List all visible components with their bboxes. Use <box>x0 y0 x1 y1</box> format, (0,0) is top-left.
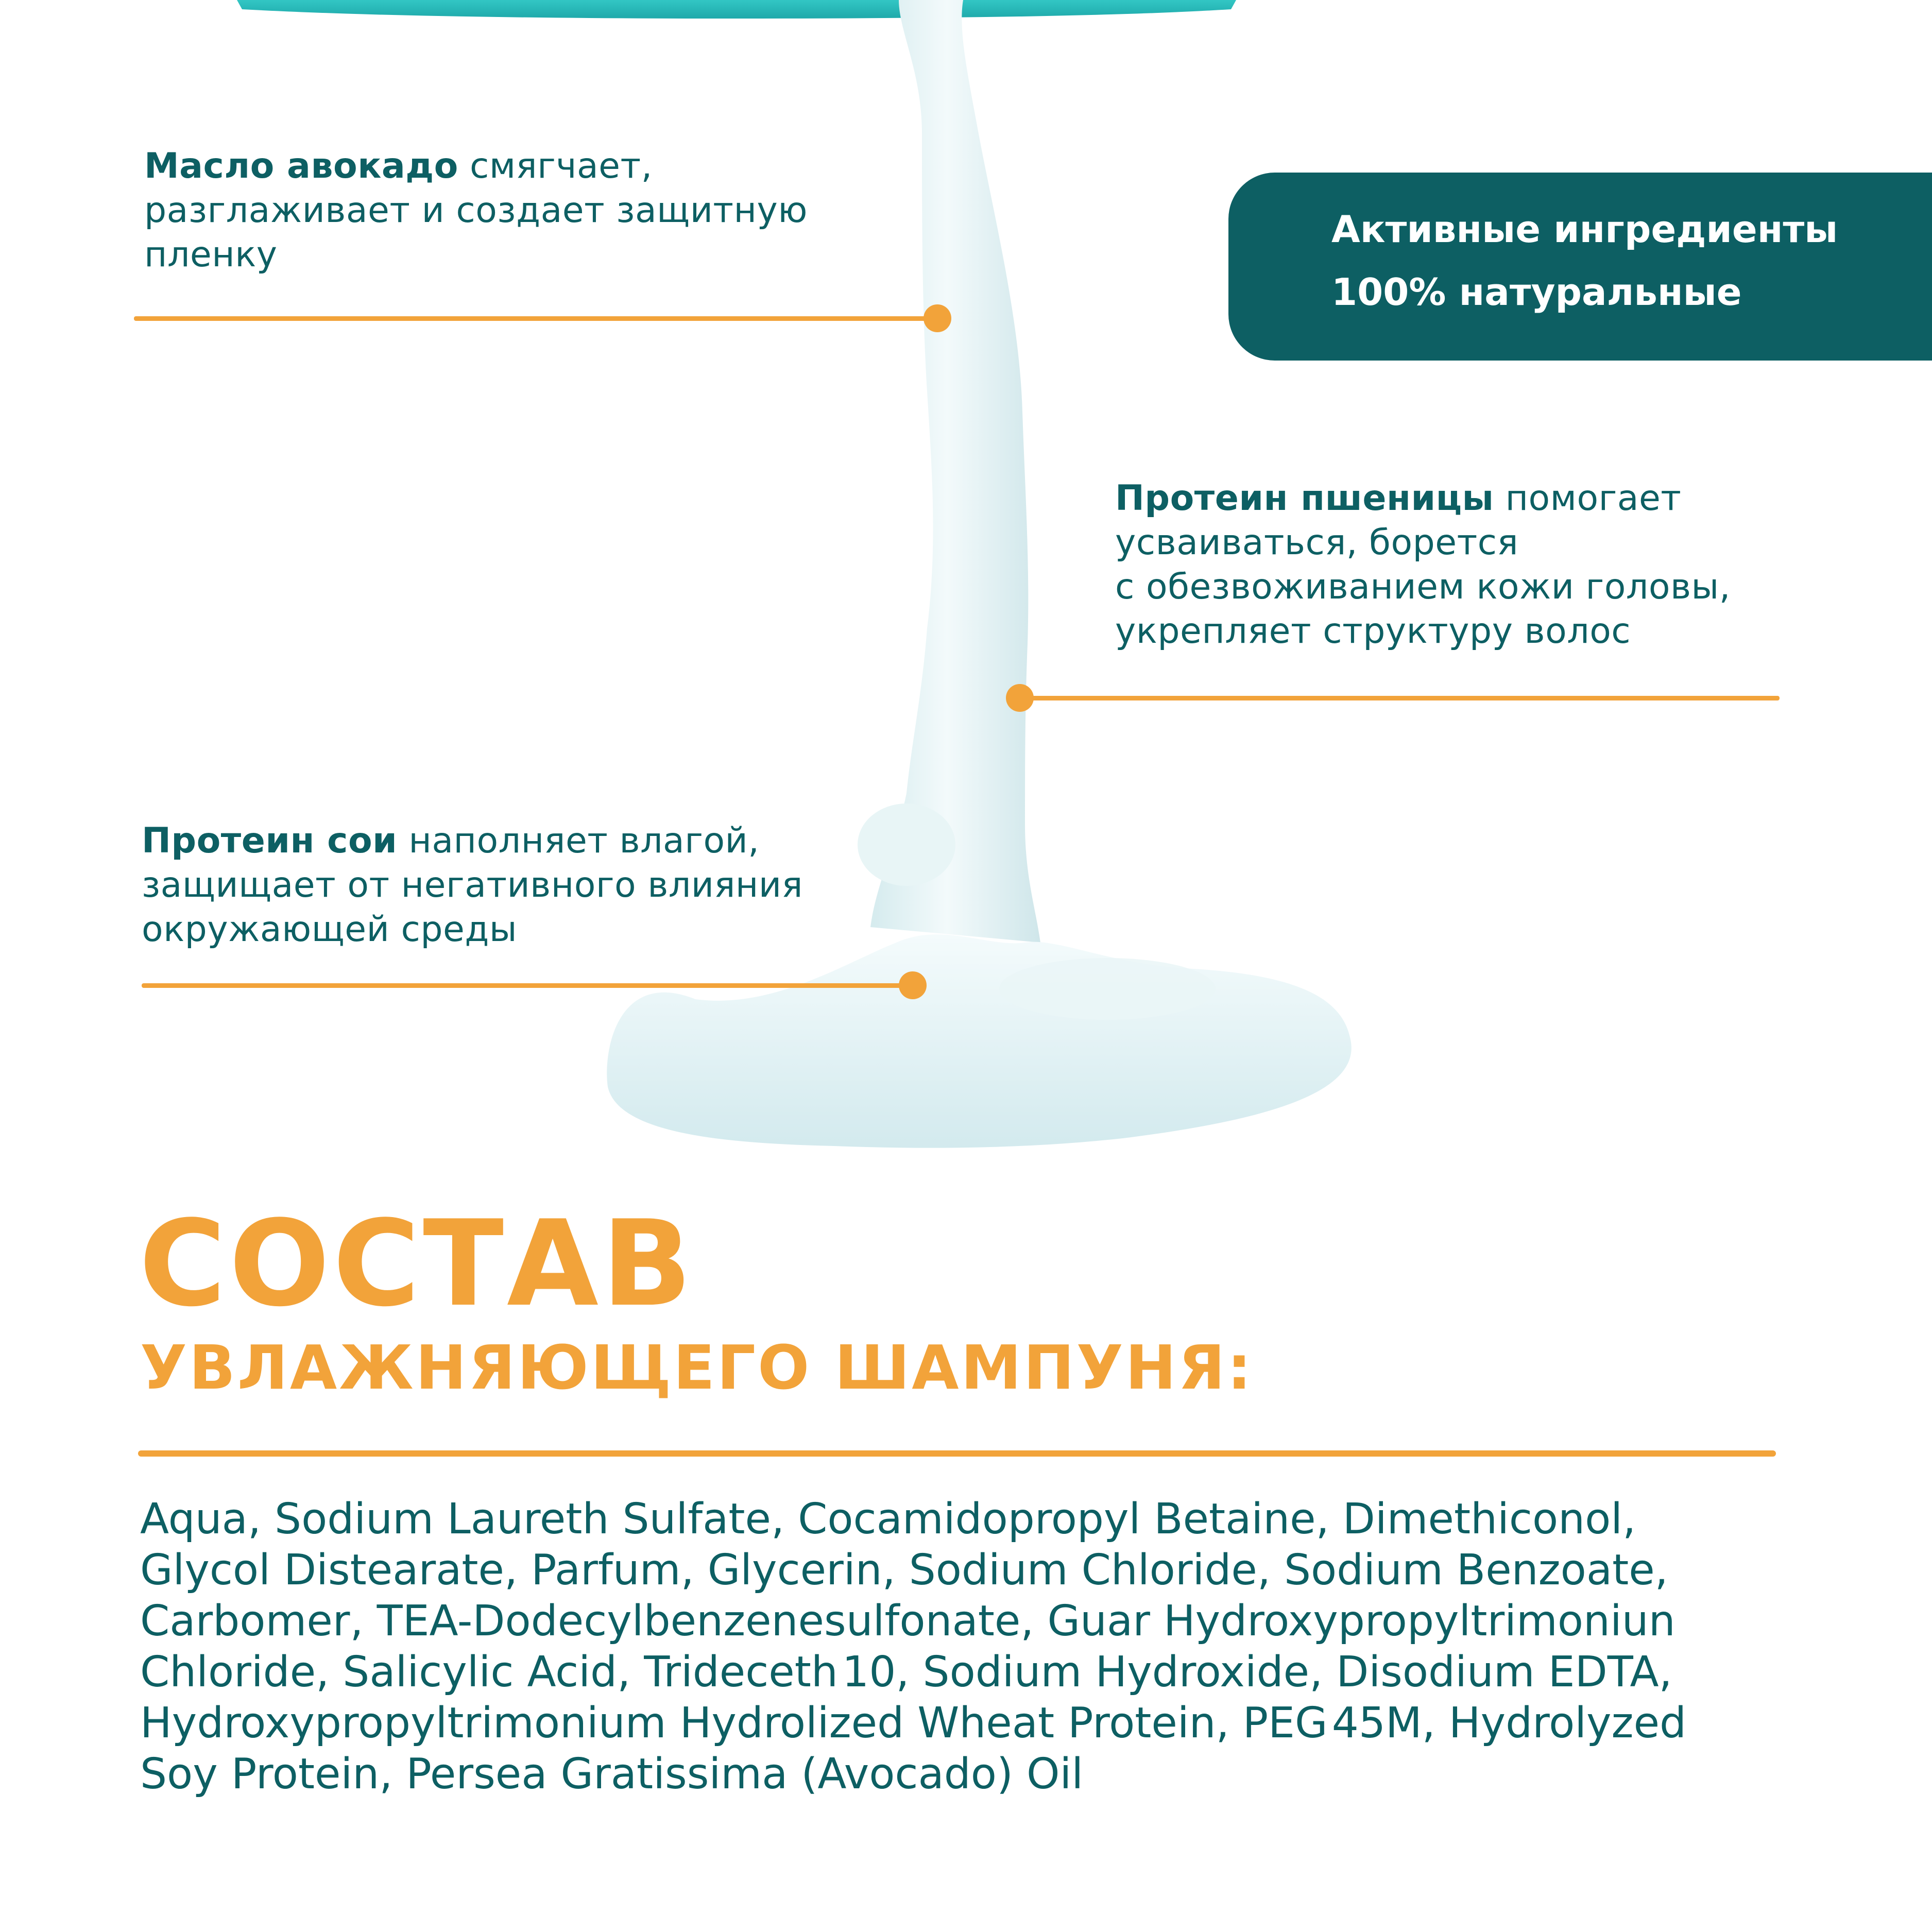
liquid-pool <box>607 934 1351 1148</box>
avocado-callout-rest: смягчает, <box>458 146 653 186</box>
ingredients-list <box>140 1494 1840 1800</box>
ingredients-line: Aqua, Sodium Laureth Sulfate, Cocamidopropyl Betaine, Dimethiconol, <box>140 1495 1636 1544</box>
avocado-callout-text <box>144 144 808 277</box>
composition-divider <box>138 1450 1776 1457</box>
soy-callout-heading: Протеин сои <box>142 820 398 861</box>
soy-callout-line3: окружающей среды <box>142 909 518 950</box>
ingredients-line: Chloride, Salicylic Acid, Trideceth 10, Sodium Hydroxide, Disodium EDTA, <box>140 1648 1672 1697</box>
soy-callout-rest: наполняет влагой, <box>397 820 760 861</box>
avocado-callout-line <box>134 316 937 321</box>
wheat-callout-line4: укрепляет структуру волос <box>1115 611 1631 652</box>
avocado-callout-line2: разглаживает и создает защитную <box>144 190 808 231</box>
avocado-callout-line3: пленку <box>144 234 278 275</box>
wheat-callout-line2: усваиваться, борется <box>1115 522 1518 563</box>
avocado-callout-heading: Масло авокадо <box>144 146 458 186</box>
natural-ingredients-badge <box>1228 173 1932 361</box>
composition-title: СОСТАВ <box>139 1195 695 1333</box>
liquid-stream <box>870 0 1040 943</box>
ingredients-line: Soy Protein, Persea Gratissima (Avocado) Oil <box>140 1750 1084 1799</box>
ingredients-line: Glycol Distearate, Parfum, Glycerin, Sodium Chloride, Sodium Benzoate, <box>140 1546 1668 1595</box>
wheat-callout-text <box>1115 476 1731 654</box>
soy-callout-dot <box>899 971 927 999</box>
soy-callout-text <box>142 819 803 952</box>
soy-callout-line2: защищает от негативного влияния <box>142 865 803 905</box>
wheat-callout-line3: с обезвоживанием кожи головы, <box>1115 567 1731 607</box>
wheat-callout-line <box>1025 696 1780 700</box>
badge-line-2: 100% натуральные <box>1331 270 1742 314</box>
soy-callout-line <box>142 983 914 988</box>
wheat-callout-rest: помогает <box>1494 478 1682 519</box>
avocado-callout-dot <box>924 304 951 332</box>
wheat-callout-heading: Протеин пшеницы <box>1115 478 1494 519</box>
bottle-cap <box>237 0 1236 19</box>
ingredients-line: Carbomer, TEA-Dodecylbenzenesulfonate, Guar Hydroxypropyltrimoniun <box>140 1597 1675 1646</box>
badge-line-1: Активные ингредиенты <box>1331 208 1838 251</box>
ingredients-line: Hydroxypropyltrimonium Hydrolized Wheat Protein, PEG 45M, Hydrolyzed <box>140 1699 1687 1748</box>
composition-subtitle: УВЛАЖНЯЮЩЕГО ШАМПУНЯ: <box>140 1332 1254 1403</box>
